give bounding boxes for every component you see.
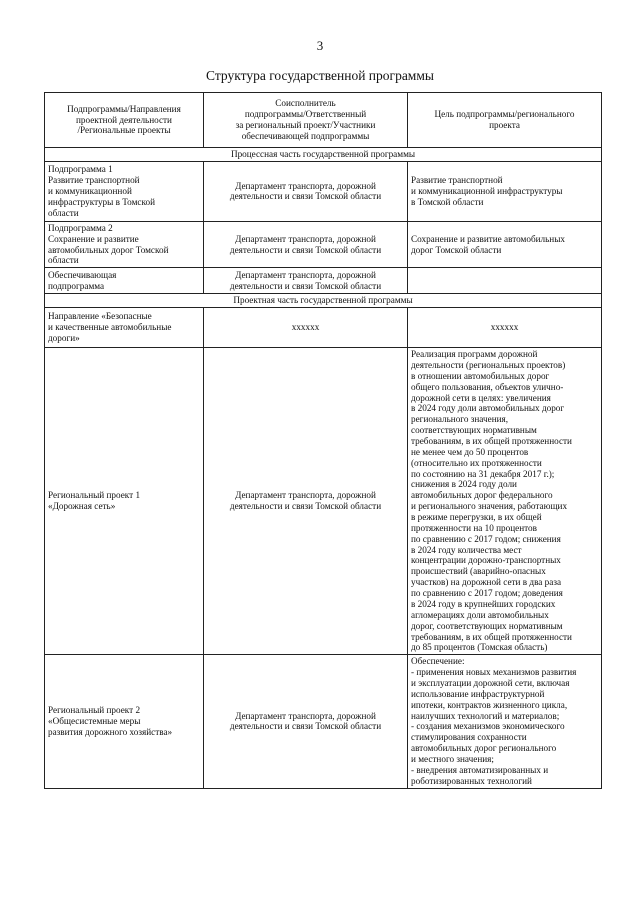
- text-line: Департамент транспорта, дорожной: [235, 180, 376, 191]
- text-line: и качественные автомобильные: [48, 322, 172, 333]
- process-section-row: [45, 148, 602, 162]
- text-line: дорожной сети в целях: увеличения: [411, 392, 551, 403]
- supporting-subprogram-name: [45, 268, 204, 294]
- header-executor: [204, 93, 408, 148]
- text-line: регионального значения,: [411, 414, 509, 425]
- text-line: Развитие транспортной: [48, 175, 140, 186]
- document-title: Структура государственной программы: [206, 68, 434, 83]
- text-line: в 2024 году доли автомобильных дорог: [411, 403, 565, 414]
- text-line: Обеспечивающая: [48, 269, 117, 280]
- header-goal: [408, 93, 602, 148]
- project-section-title: Проектная часть государственной программы: [45, 294, 602, 308]
- subprogram-2-name: [45, 221, 204, 267]
- text-line: (относительно их протяженности: [411, 457, 542, 468]
- subprogram-1-name: [45, 161, 204, 221]
- text-line: в режиме перегрузки, в их общей: [411, 512, 542, 523]
- table-row: [45, 655, 602, 788]
- text-line: роботизированных технологий: [411, 775, 532, 786]
- text-line: Реализация программ дорожной: [411, 349, 538, 360]
- text-line: автомобильных дорог регионального: [411, 743, 557, 754]
- text-line: в Томской области: [411, 196, 484, 207]
- text-line: и коммуникационной: [48, 185, 132, 196]
- text-line: в 2024 году в крупнейших городских: [411, 598, 556, 609]
- text-line: концентрации дорожно-транспортных: [411, 555, 561, 566]
- text-line: Обеспечение:: [411, 656, 465, 667]
- text-line: наилучших технологий и материалов;: [411, 710, 560, 721]
- text-line: за региональный проект/Участники: [235, 120, 376, 130]
- text-line: проектной деятельности: [76, 114, 172, 125]
- text-line: требованиям, в их общей протяженности: [411, 436, 572, 447]
- direction-executor: xxxxxx: [204, 308, 408, 348]
- text-line: подпрограммы/Ответственный: [244, 109, 367, 120]
- regional-project-2-executor: [204, 655, 408, 788]
- text-line: Подпрограмма 1: [48, 164, 113, 175]
- text-line: и регионального значения, работающих: [411, 501, 568, 512]
- direction-goal: xxxxxx: [408, 308, 602, 348]
- text-line: участков) на дорожной сети в два раза: [411, 577, 562, 588]
- project-section-row: [45, 294, 602, 308]
- text-line: - создания механизмов экономического: [411, 721, 565, 732]
- text-line: агломерациях доли автомобильных: [411, 609, 549, 620]
- text-line: происшествий (аварийно-опасных: [411, 566, 546, 577]
- text-line: и коммуникационной инфраструктуры: [411, 185, 563, 196]
- regional-project-1-name: [45, 348, 204, 655]
- text-line: автомобильных дорог Томской: [48, 244, 169, 255]
- direction-name: [45, 308, 204, 348]
- text-line: Направление «Безопасные: [48, 311, 152, 322]
- text-line: обеспечивающей подпрограммы: [241, 130, 370, 141]
- text-line: Соисполнитель: [275, 98, 336, 109]
- text-line: деятельности и связи Томской области: [229, 191, 382, 202]
- text-line: области: [48, 207, 79, 218]
- supporting-subprogram-goal: [408, 268, 602, 294]
- text-line: Департамент транспорта, дорожной: [235, 233, 376, 244]
- text-line: автомобильных дорог федерального: [411, 490, 553, 501]
- text-line: дорог, соответствующих нормативным: [411, 620, 563, 631]
- text-line: развития дорожного хозяйства»: [48, 726, 173, 737]
- text-line: и эксплуатации дорожной сети, включая: [411, 677, 570, 688]
- text-line: Развитие транспортной: [411, 175, 503, 186]
- regional-project-1-executor: [204, 348, 408, 655]
- text-line: до 85 процентов (Томская область): [411, 642, 548, 653]
- header-subprograms: [45, 93, 204, 148]
- text-line: стимулирования сохранности: [411, 732, 527, 743]
- subprogram-2-executor: [204, 221, 408, 267]
- regional-project-2-goal: [408, 655, 602, 788]
- process-section-title: Процессная часть государственной программы: [45, 148, 602, 162]
- supporting-subprogram-executor: [204, 268, 408, 294]
- program-structure-table: [44, 92, 602, 789]
- text-line: Цель подпрограммы/регионального: [434, 109, 575, 120]
- text-line: деятельности и связи Томской области: [229, 244, 382, 255]
- text-line: требованиям, в их общей протяженности: [411, 631, 572, 642]
- table-row: [45, 221, 602, 267]
- text-line: инфраструктуры в Томской: [48, 196, 155, 207]
- subprogram-1-goal: [408, 161, 602, 221]
- table-row: [45, 308, 602, 348]
- text-line: деятельности (региональных проектов): [411, 360, 566, 371]
- text-line: Подпрограммы/Направления: [67, 103, 181, 114]
- text-line: подпрограмма: [48, 280, 105, 291]
- text-line: дороги»: [48, 333, 80, 344]
- text-line: использование инфраструктурной: [411, 688, 545, 699]
- table-row: [45, 268, 602, 294]
- text-line: деятельности и связи Томской области: [229, 280, 382, 291]
- text-line: протяженности на 10 процентов: [411, 522, 537, 533]
- table-row: [45, 161, 602, 221]
- subprogram-2-goal: [408, 221, 602, 267]
- text-line: ипотеки, контрактов жизненного цикла,: [411, 699, 568, 710]
- text-line: Департамент транспорта, дорожной: [235, 710, 376, 721]
- page-number: 3: [316, 38, 324, 53]
- text-line: Подпрограмма 2: [48, 222, 113, 233]
- text-line: по состоянию на 31 декабря 2017 г.);: [411, 468, 555, 479]
- text-line: Региональный проект 1: [48, 490, 141, 501]
- text-line: Сохранение и развитие автомобильных: [411, 233, 565, 244]
- subprogram-1-executor: [204, 161, 408, 221]
- text-line: и местного значения;: [411, 753, 494, 764]
- text-line: снижения в 2024 году доли: [411, 479, 517, 490]
- text-line: деятельности и связи Томской области: [229, 721, 382, 732]
- text-line: в 2024 году количества мест: [411, 544, 522, 555]
- text-line: дорог Томской области: [411, 244, 502, 255]
- text-line: Сохранение и развитие: [48, 233, 139, 244]
- regional-project-1-goal: [408, 348, 602, 655]
- text-line: - применения новых механизмов развития: [411, 667, 577, 678]
- table-row: [45, 348, 602, 655]
- text-line: общего пользования, объектов улично-: [411, 381, 564, 392]
- text-line: деятельности и связи Томской области: [229, 501, 382, 512]
- text-line: - внедрения автоматизированных и: [411, 764, 549, 775]
- text-line: «Дорожная сеть»: [48, 501, 116, 512]
- header-row: [45, 93, 602, 148]
- text-line: по сравнению с 2017 годом; доведения: [411, 588, 563, 599]
- text-line: Региональный проект 2: [48, 705, 141, 716]
- regional-project-2-name: [45, 655, 204, 788]
- text-line: области: [48, 255, 79, 266]
- text-line: по сравнению с 2017 годом; снижения: [411, 533, 561, 544]
- text-line: проекта: [489, 120, 520, 130]
- text-line: не менее чем до 50 процентов: [411, 446, 529, 457]
- text-line: в отношении автомобильных дорог: [411, 370, 550, 381]
- text-line: соответствующих нормативным: [411, 425, 537, 436]
- text-line: Департамент транспорта, дорожной: [235, 490, 376, 501]
- text-line: /Региональные проекты: [77, 125, 171, 136]
- text-line: Департамент транспорта, дорожной: [235, 269, 376, 280]
- text-line: «Общесистемные меры: [48, 715, 141, 726]
